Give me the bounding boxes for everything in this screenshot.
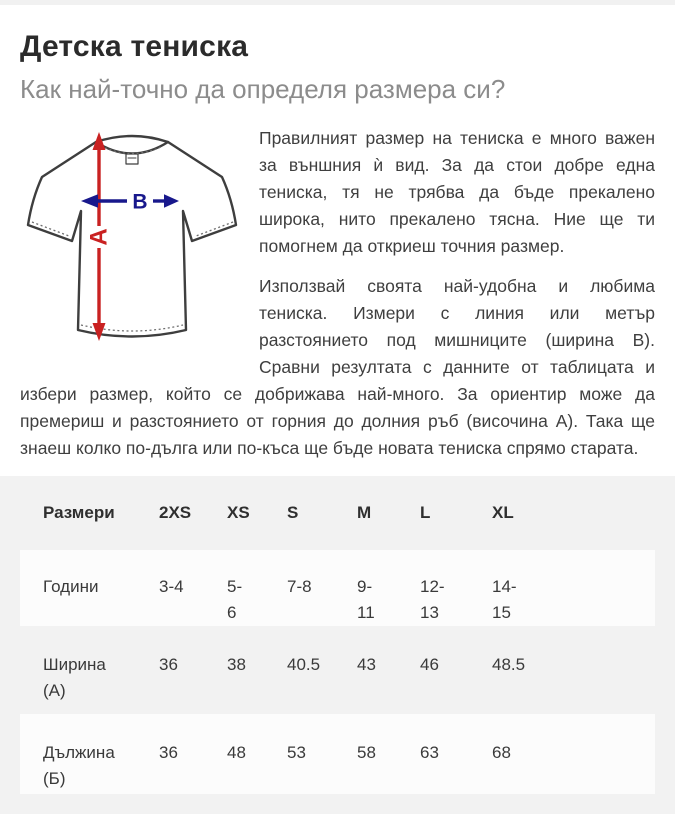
table-row-length <box>20 714 655 794</box>
tshirt-diagram-svg <box>20 127 245 353</box>
years-cell: 3-4 <box>159 577 184 596</box>
page-top-edge <box>0 0 675 5</box>
years-cell: 5- 6 <box>227 577 243 622</box>
tshirt-measurement-diagram <box>20 127 245 353</box>
width-cell: 43 <box>357 655 376 674</box>
column-header-sizes: Размери <box>43 503 115 522</box>
row-label-width: Ширина (А) <box>43 655 106 700</box>
column-header-m: M <box>357 503 372 522</box>
size-table-header-row <box>20 476 655 550</box>
intro-section <box>20 125 655 462</box>
length-cell: 53 <box>287 743 306 762</box>
years-cell: 12- 13 <box>420 577 445 622</box>
tshirt-outline <box>28 136 236 337</box>
length-cell: 58 <box>357 743 376 762</box>
years-cell: 9- 11 <box>357 577 375 622</box>
page-title: Детска тениска <box>20 30 249 63</box>
width-cell: 46 <box>420 655 439 674</box>
width-cell: 36 <box>159 655 178 674</box>
height-label-a: A <box>85 228 113 246</box>
column-header-l: L <box>420 503 431 522</box>
column-header-s: S <box>287 503 299 522</box>
width-cell: 40.5 <box>287 655 321 674</box>
page-subtitle: Как най-точно да определя размера си? <box>20 74 506 104</box>
table-row-width <box>20 626 655 714</box>
width-label-b: B <box>132 190 148 214</box>
length-cell: 68 <box>492 743 511 762</box>
column-header-xs: XS <box>227 503 250 522</box>
length-cell: 63 <box>420 743 439 762</box>
intro-paragraph-2: Използвай своята най-удобна и любима тениска. Измери с линия или метър разстоянието под мишниците (ширина В). Сравни резултата с данните от таблицата и избери размер, който се добрижава най-много. За ориентир може да премериш и разстоянието от горния до долния ръб (височина А). Така ще знаеш колко по-дълга или по-къса ще бъде новата тениска спрямо старата. <box>20 276 655 458</box>
collar-label-tag <box>126 154 138 164</box>
row-label-length: Дължина (Б) <box>43 743 115 788</box>
column-header-xl: XL <box>492 503 514 522</box>
width-cell: 48.5 <box>492 655 526 674</box>
row-label-years: Години <box>43 577 99 596</box>
length-cell: 36 <box>159 743 178 762</box>
years-cell: 14- 15 <box>492 577 517 622</box>
width-cell: 38 <box>227 655 246 674</box>
length-cell: 48 <box>227 743 246 762</box>
size-table <box>0 476 675 814</box>
table-row-years <box>20 550 655 626</box>
arrow-up-icon <box>93 132 106 150</box>
column-header-2xs: 2XS <box>159 503 192 522</box>
years-cell: 7-8 <box>287 577 312 596</box>
intro-paragraph-1: Правилният размер на тениска е много важен за външния ѝ вид. За да стои добре една тениска, тя не трябва да бъде прекалено широка, нито прекалено тясна. Ние ще ти помогнем да откриеш точния размер. <box>259 128 655 256</box>
